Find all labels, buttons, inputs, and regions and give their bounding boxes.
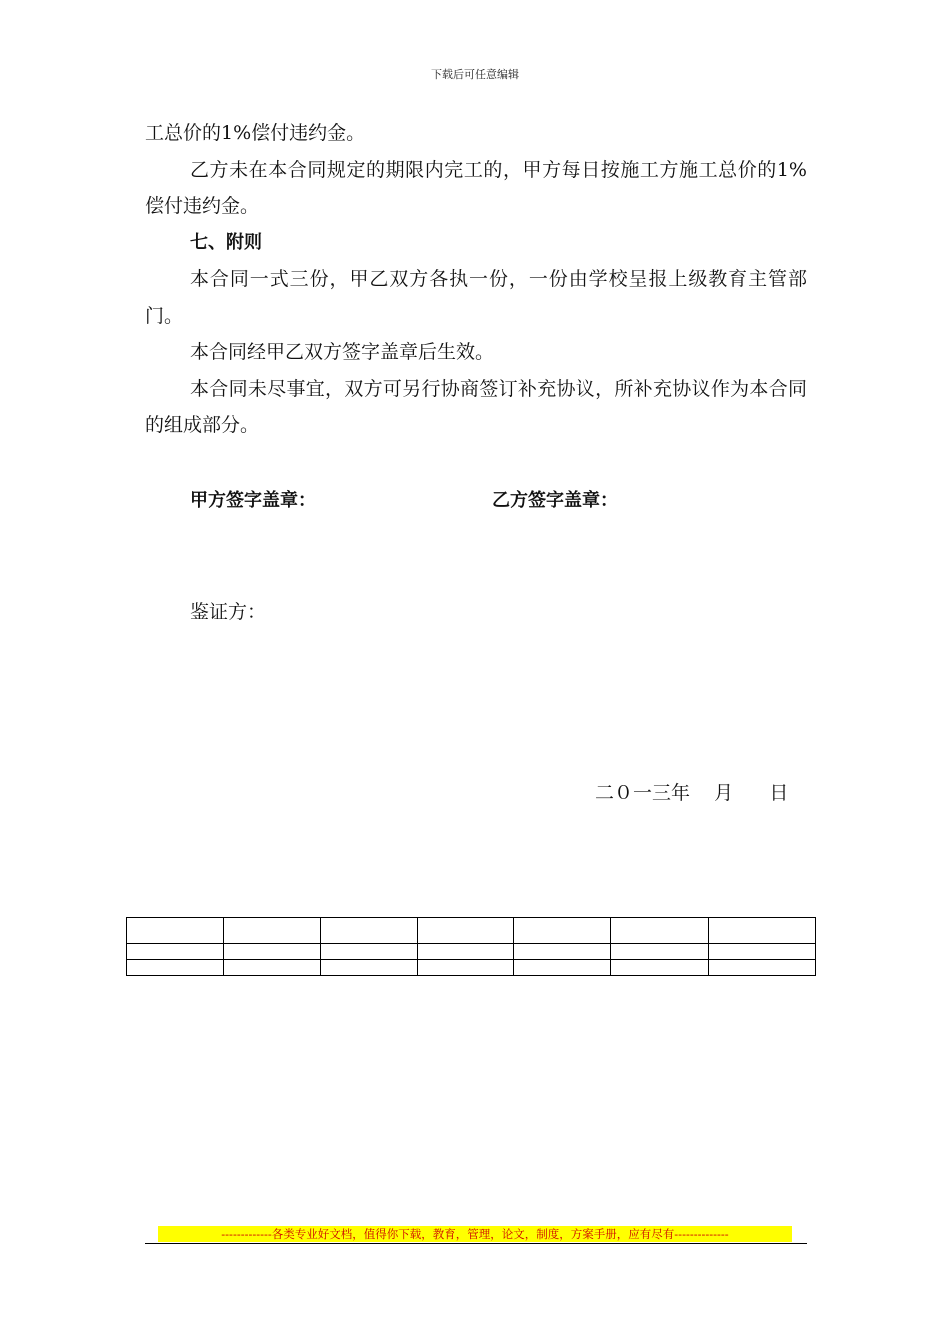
table-cell bbox=[127, 944, 224, 960]
page-header: 下载后可任意编辑 bbox=[431, 68, 519, 81]
footer-rule bbox=[145, 1243, 807, 1244]
paragraph-4: 本合同经甲乙双方签字盖章后生效。 bbox=[190, 341, 495, 363]
table-cell bbox=[611, 918, 709, 944]
table-cell bbox=[223, 918, 320, 944]
table-cell bbox=[417, 944, 514, 960]
signing-date: 二０一三年 月 日 bbox=[595, 782, 789, 804]
paragraph-3: 本合同一式三份，甲乙双方各执一份，一份由学校呈报上级教育主管部门。 bbox=[145, 268, 807, 327]
table-cell bbox=[514, 918, 611, 944]
table-cell bbox=[320, 960, 417, 976]
table-cell bbox=[514, 960, 611, 976]
table-cell bbox=[127, 960, 224, 976]
empty-table bbox=[126, 917, 816, 976]
table-cell bbox=[611, 960, 709, 976]
table-cell bbox=[127, 918, 224, 944]
table-cell bbox=[417, 918, 514, 944]
contract-body bbox=[145, 115, 807, 444]
party-b-signature-label: 乙方签字盖章： bbox=[492, 490, 618, 511]
paragraph-2: 乙方未在本合同规定的期限内完工的，甲方每日按施工方施工总价的1%偿付违约金。 bbox=[145, 158, 807, 217]
table-cell bbox=[709, 960, 816, 976]
table-cell bbox=[709, 918, 816, 944]
section-heading: 七、附则 bbox=[190, 231, 262, 253]
table-row bbox=[127, 944, 816, 960]
table-cell bbox=[223, 960, 320, 976]
table-row bbox=[127, 960, 816, 976]
table-row bbox=[127, 918, 816, 944]
table-cell bbox=[514, 944, 611, 960]
table-cell bbox=[223, 944, 320, 960]
table-cell bbox=[709, 944, 816, 960]
paragraph-5: 本合同未尽事宜，双方可另行协商签订补充协议，所补充协议作为本合同的组成部分。 bbox=[145, 377, 807, 436]
table-cell bbox=[611, 944, 709, 960]
paragraph-1: 工总价的1%偿付违约金。 bbox=[145, 122, 366, 144]
table-cell bbox=[320, 944, 417, 960]
party-a-signature-label: 甲方签字盖章： bbox=[190, 490, 316, 511]
table-cell bbox=[417, 960, 514, 976]
table-cell bbox=[320, 918, 417, 944]
footer-banner: -------------各类专业好文档，值得你下载，教育，管理，论文，制度，方案手册，应有尽有-------------- bbox=[158, 1226, 792, 1242]
witness-label: 鉴证方： bbox=[190, 601, 267, 623]
